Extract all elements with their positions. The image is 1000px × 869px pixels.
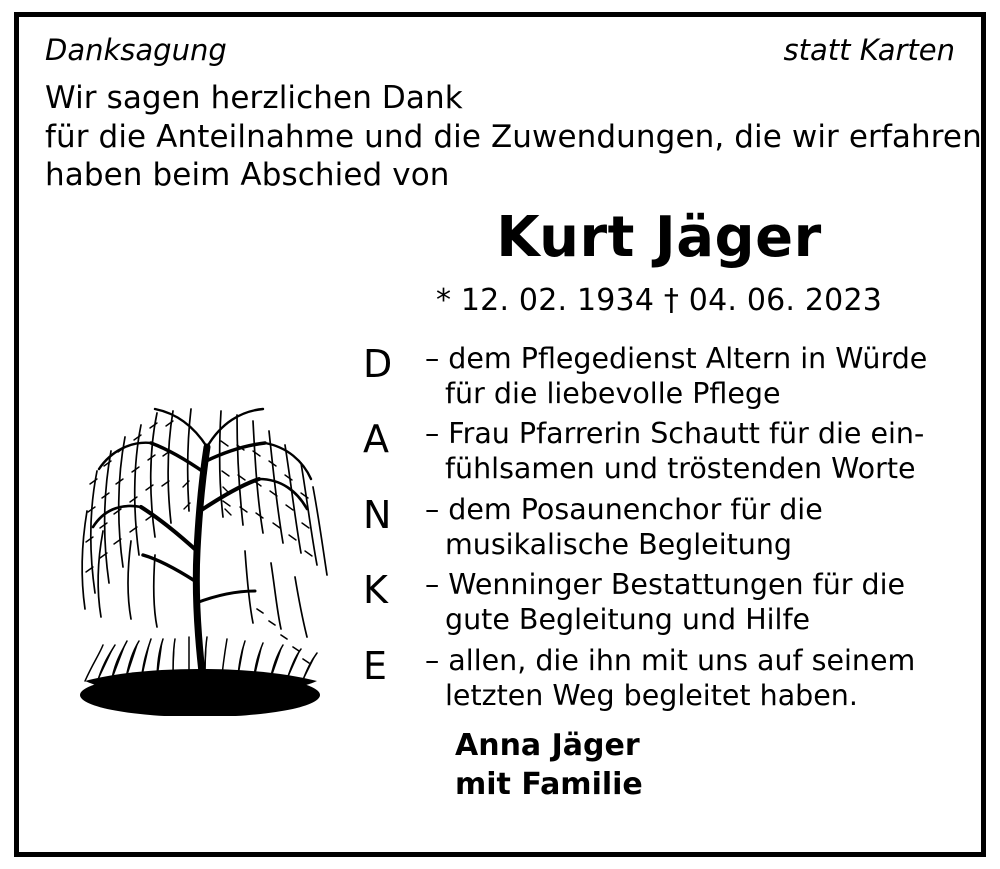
- danke-item: [363, 342, 955, 412]
- danke-letter: A: [363, 417, 389, 462]
- danke-text-line: – Frau Pfarrerin Schautt für die ein-: [425, 417, 925, 451]
- notice-body: [45, 201, 955, 811]
- danke-text: [425, 493, 955, 563]
- intro-line-2: für die Anteilnahme und die Zuwendungen, die wir erfahren: [45, 118, 982, 155]
- intro-line-3: haben beim Abschied von: [45, 157, 450, 194]
- danke-acrostic-list: [363, 342, 955, 714]
- danke-text-line: letzten Weg begleitet haben.: [445, 678, 858, 712]
- deceased-dates: * 12. 02. 1934 † 04. 06. 2023: [435, 282, 883, 318]
- intro-text: [45, 79, 982, 195]
- danke-text-line: für die liebevolle Pflege: [445, 376, 781, 410]
- danke-letter: E: [363, 643, 388, 688]
- intro-line-1: Wir sagen herzlichen Dank: [45, 79, 463, 116]
- danke-letter: N: [363, 492, 392, 537]
- danke-text: [425, 568, 955, 638]
- danke-item: [363, 644, 955, 714]
- danke-letter: K: [363, 568, 388, 613]
- deceased-name: Kurt Jäger: [496, 205, 822, 271]
- header-label-statt-karten: statt Karten: [783, 33, 955, 67]
- danke-text-line: – allen, die ihn mit uns auf seinem: [425, 643, 916, 677]
- notice-header: [45, 35, 955, 67]
- danke-item: [363, 417, 955, 487]
- danke-text-line: gute Begleitung und Hilfe: [445, 603, 811, 637]
- danke-item: [363, 493, 955, 563]
- danke-letter: D: [363, 341, 393, 386]
- danke-item: [363, 568, 955, 638]
- danke-text: [425, 417, 955, 487]
- danke-text-line: musikalische Begleitung: [445, 527, 793, 561]
- weeping-willow-tree-icon: [45, 211, 355, 716]
- signature-block: [363, 727, 955, 804]
- notice-right-column: [363, 201, 955, 804]
- notice-inner: [19, 17, 981, 852]
- danke-text-line: – dem Pflegedienst Altern in Würde: [425, 341, 928, 375]
- danke-text: [425, 342, 955, 412]
- signature-line-1: Anna Jäger: [455, 728, 640, 764]
- signature-line-2: mit Familie: [455, 766, 643, 802]
- danke-text-line: – dem Posaunenchor für die: [425, 492, 823, 526]
- danke-text: [425, 644, 955, 714]
- danke-text-line: – Wenninger Bestattungen für die: [425, 568, 906, 602]
- header-label-danksagung: Danksagung: [45, 33, 227, 67]
- danke-text-line: fühlsamen und tröstenden Worte: [445, 452, 916, 486]
- obituary-notice-card: [14, 12, 986, 857]
